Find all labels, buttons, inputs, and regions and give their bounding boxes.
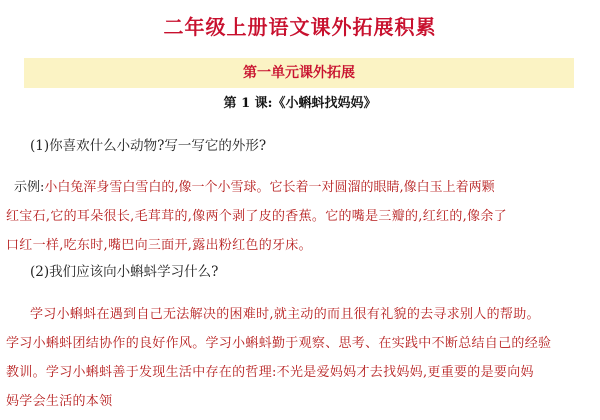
answer-1-line-2: 红宝石,它的耳朵很长,毛茸茸的,像两个剥了皮的香蕉。它的嘴是三瓣的,红红的,像余了 — [6, 209, 507, 224]
answer-2-line-3: 教训。学习小蝌蚪善于发现生活中存在的哲理:不光是爱妈妈才去找妈妈,更重要的是要向妈 — [6, 365, 534, 380]
example-label: 示例: — [14, 180, 45, 195]
question-2: (2)我们应该向小蝌蚪学习什么? — [30, 264, 219, 280]
question-1: (1)你喜欢什么小动物?写一写它的外形? — [30, 138, 267, 154]
unit-title-band — [24, 58, 574, 88]
document-title: 二年级上册语文课外拓展积累 — [163, 15, 437, 39]
answer-1-line-1-text: 小白兔浑身雪白雪白的,像一个小雪球。它长着一对圆溜的眼睛,像白玉上着两颗 — [44, 180, 495, 195]
answer-1-line-3: 口红一样,吃东时,嘴巴向三面开,露出粉红色的牙床。 — [6, 238, 312, 253]
lesson-title: 第 1 课:《小蝌蚪找妈妈》 — [223, 96, 377, 111]
answer-1-line-1 — [14, 178, 495, 198]
answer-2-line-2: 学习小蝌蚪团结协作的良好作风。学习小蝌蚪勤于观察、思考、在实践中不断总结自己的经验 — [6, 336, 552, 351]
answer-2-line-1: 学习小蝌蚪在遇到自己无法解决的困难时,就主动的而且很有礼貌的去寻求别人的帮助。 — [30, 307, 540, 322]
answer-2-line-4: 妈学会生活的本领 — [6, 394, 113, 409]
unit-title: 第一单元课外拓展 — [243, 65, 355, 81]
